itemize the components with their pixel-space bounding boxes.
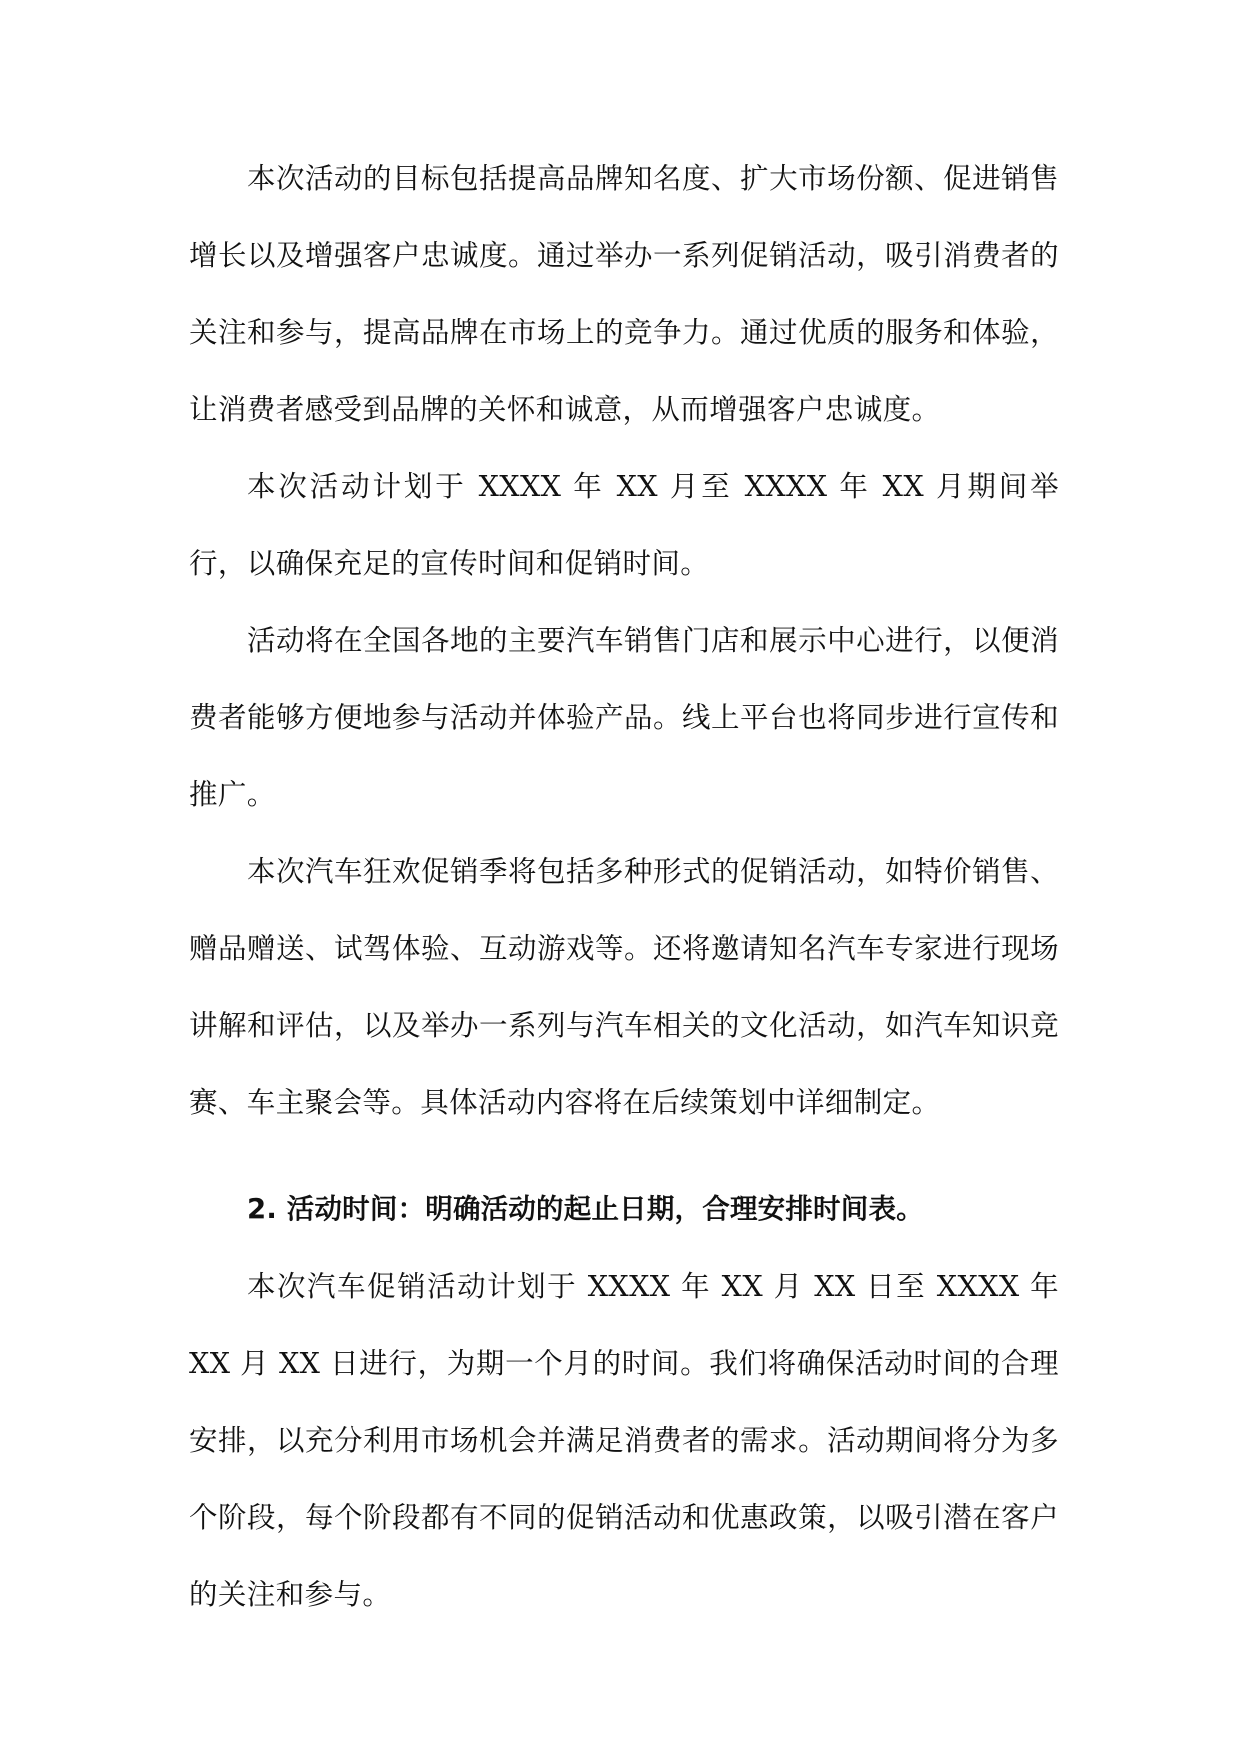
section-heading: 2. 活动时间：明确活动的起止日期，合理安排时间表。 (247, 1193, 924, 1225)
paragraph-location: 活动将在全国各地的主要汽车销售门店和展示中心进行，以便消费者能够方便地参与活动并体验产品。线上平台也将同步进行宣传和推广。 (189, 624, 1059, 811)
document-body (189, 140, 1059, 1633)
paragraph-activities: 本次汽车狂欢促销季将包括多种形式的促销活动，如特价销售、赠品赠送、试驾体验、互动游戏等。还将邀请知名汽车专家进行现场讲解和评估，以及举办一系列与汽车相关的文化活动，如汽车知识竞赛、车主聚会等。具体活动内容将在后续策划中详细制定。 (189, 855, 1059, 1119)
paragraph-period: 本次活动计划于 XXXX 年 XX 月至 XXXX 年 XX 月期间举行，以确保充足的宣传时间和促销时间。 (189, 470, 1059, 580)
paragraph-goals: 本次活动的目标包括提高品牌知名度、扩大市场份额、促进销售增长以及增强客户忠诚度。通过举办一系列促销活动，吸引消费者的关注和参与，提高品牌在市场上的竞争力。通过优质的服务和体验，让消费者感受到品牌的关怀和诚意，从而增强客户忠诚度。 (189, 162, 1059, 426)
paragraph-schedule: 本次汽车促销活动计划于 XXXX 年 XX 月 XX 日至 XXXX 年 XX 月 XX 日进行，为期一个月的时间。我们将确保活动时间的合理安排，以充分利用市场机会并满足消费者的需求。活动期间将分为多个阶段，每个阶段都有不同的促销活动和优惠政策，以吸引潜在客户的关注和参与。 (189, 1270, 1059, 1611)
